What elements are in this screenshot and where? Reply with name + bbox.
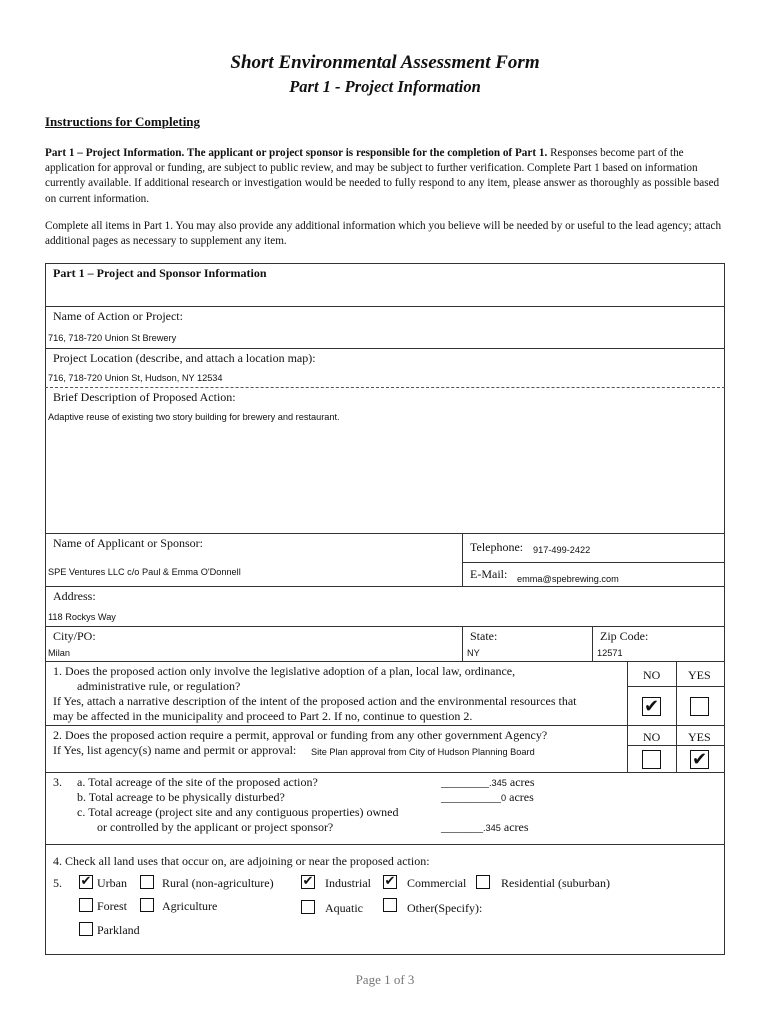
acreage-a-field[interactable] (441, 775, 535, 790)
agency-field[interactable]: Site Plan approval from City of Hudson Planning Board (311, 747, 535, 757)
form-title: Short Environmental Assessment Form (230, 52, 540, 73)
commercial-label: Commercial (407, 876, 467, 890)
question-3a-text: a. Total acreage of the site of the proposed action? (77, 775, 318, 789)
question-3c-text: c. Total acreage (project site and any contiguous properties) owned (77, 805, 399, 819)
question-4-text: 4. Check all land uses that occur on, are adjoining or near the proposed action: (53, 854, 430, 868)
address-label: Address: (53, 589, 96, 603)
city-field[interactable]: Milan (48, 648, 70, 658)
q2-no-label: NO (643, 730, 661, 744)
q2-yes-label: YES (688, 730, 711, 744)
question-1-text: If Yes, attach a narrative description of the intent of the proposed action and the environmental resources that (53, 694, 577, 708)
applicant-label: Name of Applicant or Sponsor: (53, 536, 203, 550)
question-5-number: 5. (53, 876, 62, 890)
agriculture-checkbox[interactable] (140, 898, 154, 912)
instructions-paragraph-2: Complete all items in Part 1. You may also provide any additional information which you believe will be needed by or useful to the lead agency; attach additional pages as necessary to supplement any item. (45, 220, 722, 248)
instructions-bold-lead: Part 1 – Project Information. The applicant or project sponsor is responsible for the completion of Part 1. (45, 147, 548, 159)
question-2-text: If Yes, list agency(s) name and permit or approval: (53, 743, 297, 757)
question-1-text: 1. Does the proposed action only involve the legislative adoption of a plan, local law, ordinance, (53, 664, 516, 678)
rural-label: Rural (non-agriculture) (162, 876, 274, 890)
form-subtitle: Part 1 - Project Information (289, 77, 481, 96)
instructions-text: Responses become part of the application for approval or funding, are subject to public review, and may be subject to further verification. Complete Part 1 based on information currently available. If additional research or investigation would be needed to fully respond to any item, please answer as thoroughly as possible based on current information. (45, 147, 720, 205)
other-label: Other(Specify): (407, 901, 483, 915)
rural-checkbox[interactable] (140, 875, 154, 889)
divider (45, 661, 725, 662)
divider (45, 306, 725, 307)
description-label: Brief Description of Proposed Action: (53, 390, 236, 404)
acreage-a-unit: acres (509, 775, 535, 789)
divider (45, 533, 725, 534)
divider (45, 586, 725, 587)
parkland-checkbox[interactable] (79, 922, 93, 936)
q1-yes-label: YES (688, 668, 711, 682)
address-field[interactable]: 118 Rockys Way (48, 612, 116, 622)
question-1-text: may be affected in the municipality and proceed to Part 2. If no, continue to question 2. (53, 709, 473, 723)
acreage-b-blank: __________ (441, 790, 501, 804)
project-location-label: Project Location (describe, and attach a location map): (53, 351, 316, 365)
acreage-a-value: .345 (489, 778, 507, 788)
instructions-paragraph-1 (45, 146, 725, 207)
divider (45, 725, 725, 726)
divider (592, 626, 593, 661)
industrial-label: Industrial (325, 876, 371, 890)
forest-checkbox[interactable] (79, 898, 93, 912)
page-number: Page 1 of 3 (355, 972, 415, 987)
divider (627, 661, 628, 772)
agriculture-label: Agriculture (162, 899, 218, 913)
divider (45, 772, 725, 773)
acreage-c-value: .345 (483, 823, 501, 833)
project-name-field[interactable]: 716, 718-720 Union St Brewery (48, 333, 177, 343)
section-header: Part 1 – Project and Sponsor Information (53, 266, 267, 280)
divider (45, 844, 725, 845)
residential-label: Residential (suburban) (501, 876, 610, 890)
zip-field[interactable]: 12571 (597, 648, 623, 658)
residential-checkbox[interactable] (476, 875, 490, 889)
urban-label: Urban (97, 876, 127, 890)
project-location-field[interactable]: 716, 718-720 Union St, Hudson, NY 12534 (48, 373, 223, 383)
acreage-a-blank: ________ (441, 775, 489, 789)
acreage-c-unit: acres (503, 820, 529, 834)
divider (627, 686, 725, 687)
acreage-c-blank: _______ (441, 820, 483, 834)
applicant-field[interactable]: SPE Ventures LLC c/o Paul & Emma O'Donnell (48, 567, 241, 577)
q1-no-checkbox[interactable]: ✔ (643, 696, 660, 717)
q1-yes-checkbox[interactable] (690, 697, 709, 716)
telephone-label: Telephone: (470, 540, 524, 554)
question-1-text: administrative rule, or regulation? (77, 679, 241, 693)
commercial-checkbox[interactable]: ✔ (384, 874, 396, 889)
divider (45, 387, 725, 388)
divider (627, 745, 725, 746)
divider (462, 562, 725, 563)
q1-no-label: NO (643, 668, 661, 682)
urban-checkbox[interactable]: ✔ (80, 874, 92, 889)
aquatic-checkbox[interactable] (301, 900, 315, 914)
divider (676, 661, 677, 772)
email-label: E-Mail: (470, 567, 508, 581)
state-label: State: (470, 629, 498, 643)
question-2-text: 2. Does the proposed action require a permit, approval or funding from any other government Agency? (53, 728, 548, 742)
industrial-checkbox[interactable]: ✔ (302, 874, 314, 889)
state-field[interactable]: NY (467, 648, 480, 658)
description-field[interactable]: Adaptive reuse of existing two story building for brewery and restaurant. (48, 412, 340, 422)
zip-label: Zip Code: (600, 629, 649, 643)
divider (462, 626, 463, 661)
question-3c-text: or controlled by the applicant or project sponsor? (97, 820, 334, 834)
q2-yes-checkbox[interactable]: ✔ (691, 749, 708, 770)
q2-no-checkbox[interactable] (642, 750, 661, 769)
forest-label: Forest (97, 899, 127, 913)
telephone-field[interactable]: 917-499-2422 (533, 545, 591, 555)
form-box (45, 263, 725, 955)
email-field[interactable]: emma@spebrewing.com (517, 574, 619, 584)
parkland-label: Parkland (97, 923, 140, 937)
divider (462, 533, 463, 586)
acreage-b-unit: acres (509, 790, 534, 804)
acreage-b-field[interactable] (441, 790, 534, 805)
acreage-b-value: 0 (501, 793, 507, 803)
question-3b-text: b. Total acreage to be physically disturbed? (77, 790, 285, 804)
divider (45, 626, 725, 627)
question-3-number: 3. (53, 775, 62, 789)
city-label: City/PO: (53, 629, 96, 643)
acreage-c-field[interactable] (441, 820, 529, 835)
aquatic-label: Aquatic (325, 901, 363, 915)
instructions-heading: Instructions for Completing (45, 114, 201, 129)
project-name-label: Name of Action or Project: (53, 309, 183, 323)
other-checkbox[interactable] (383, 898, 397, 912)
divider (45, 348, 725, 349)
